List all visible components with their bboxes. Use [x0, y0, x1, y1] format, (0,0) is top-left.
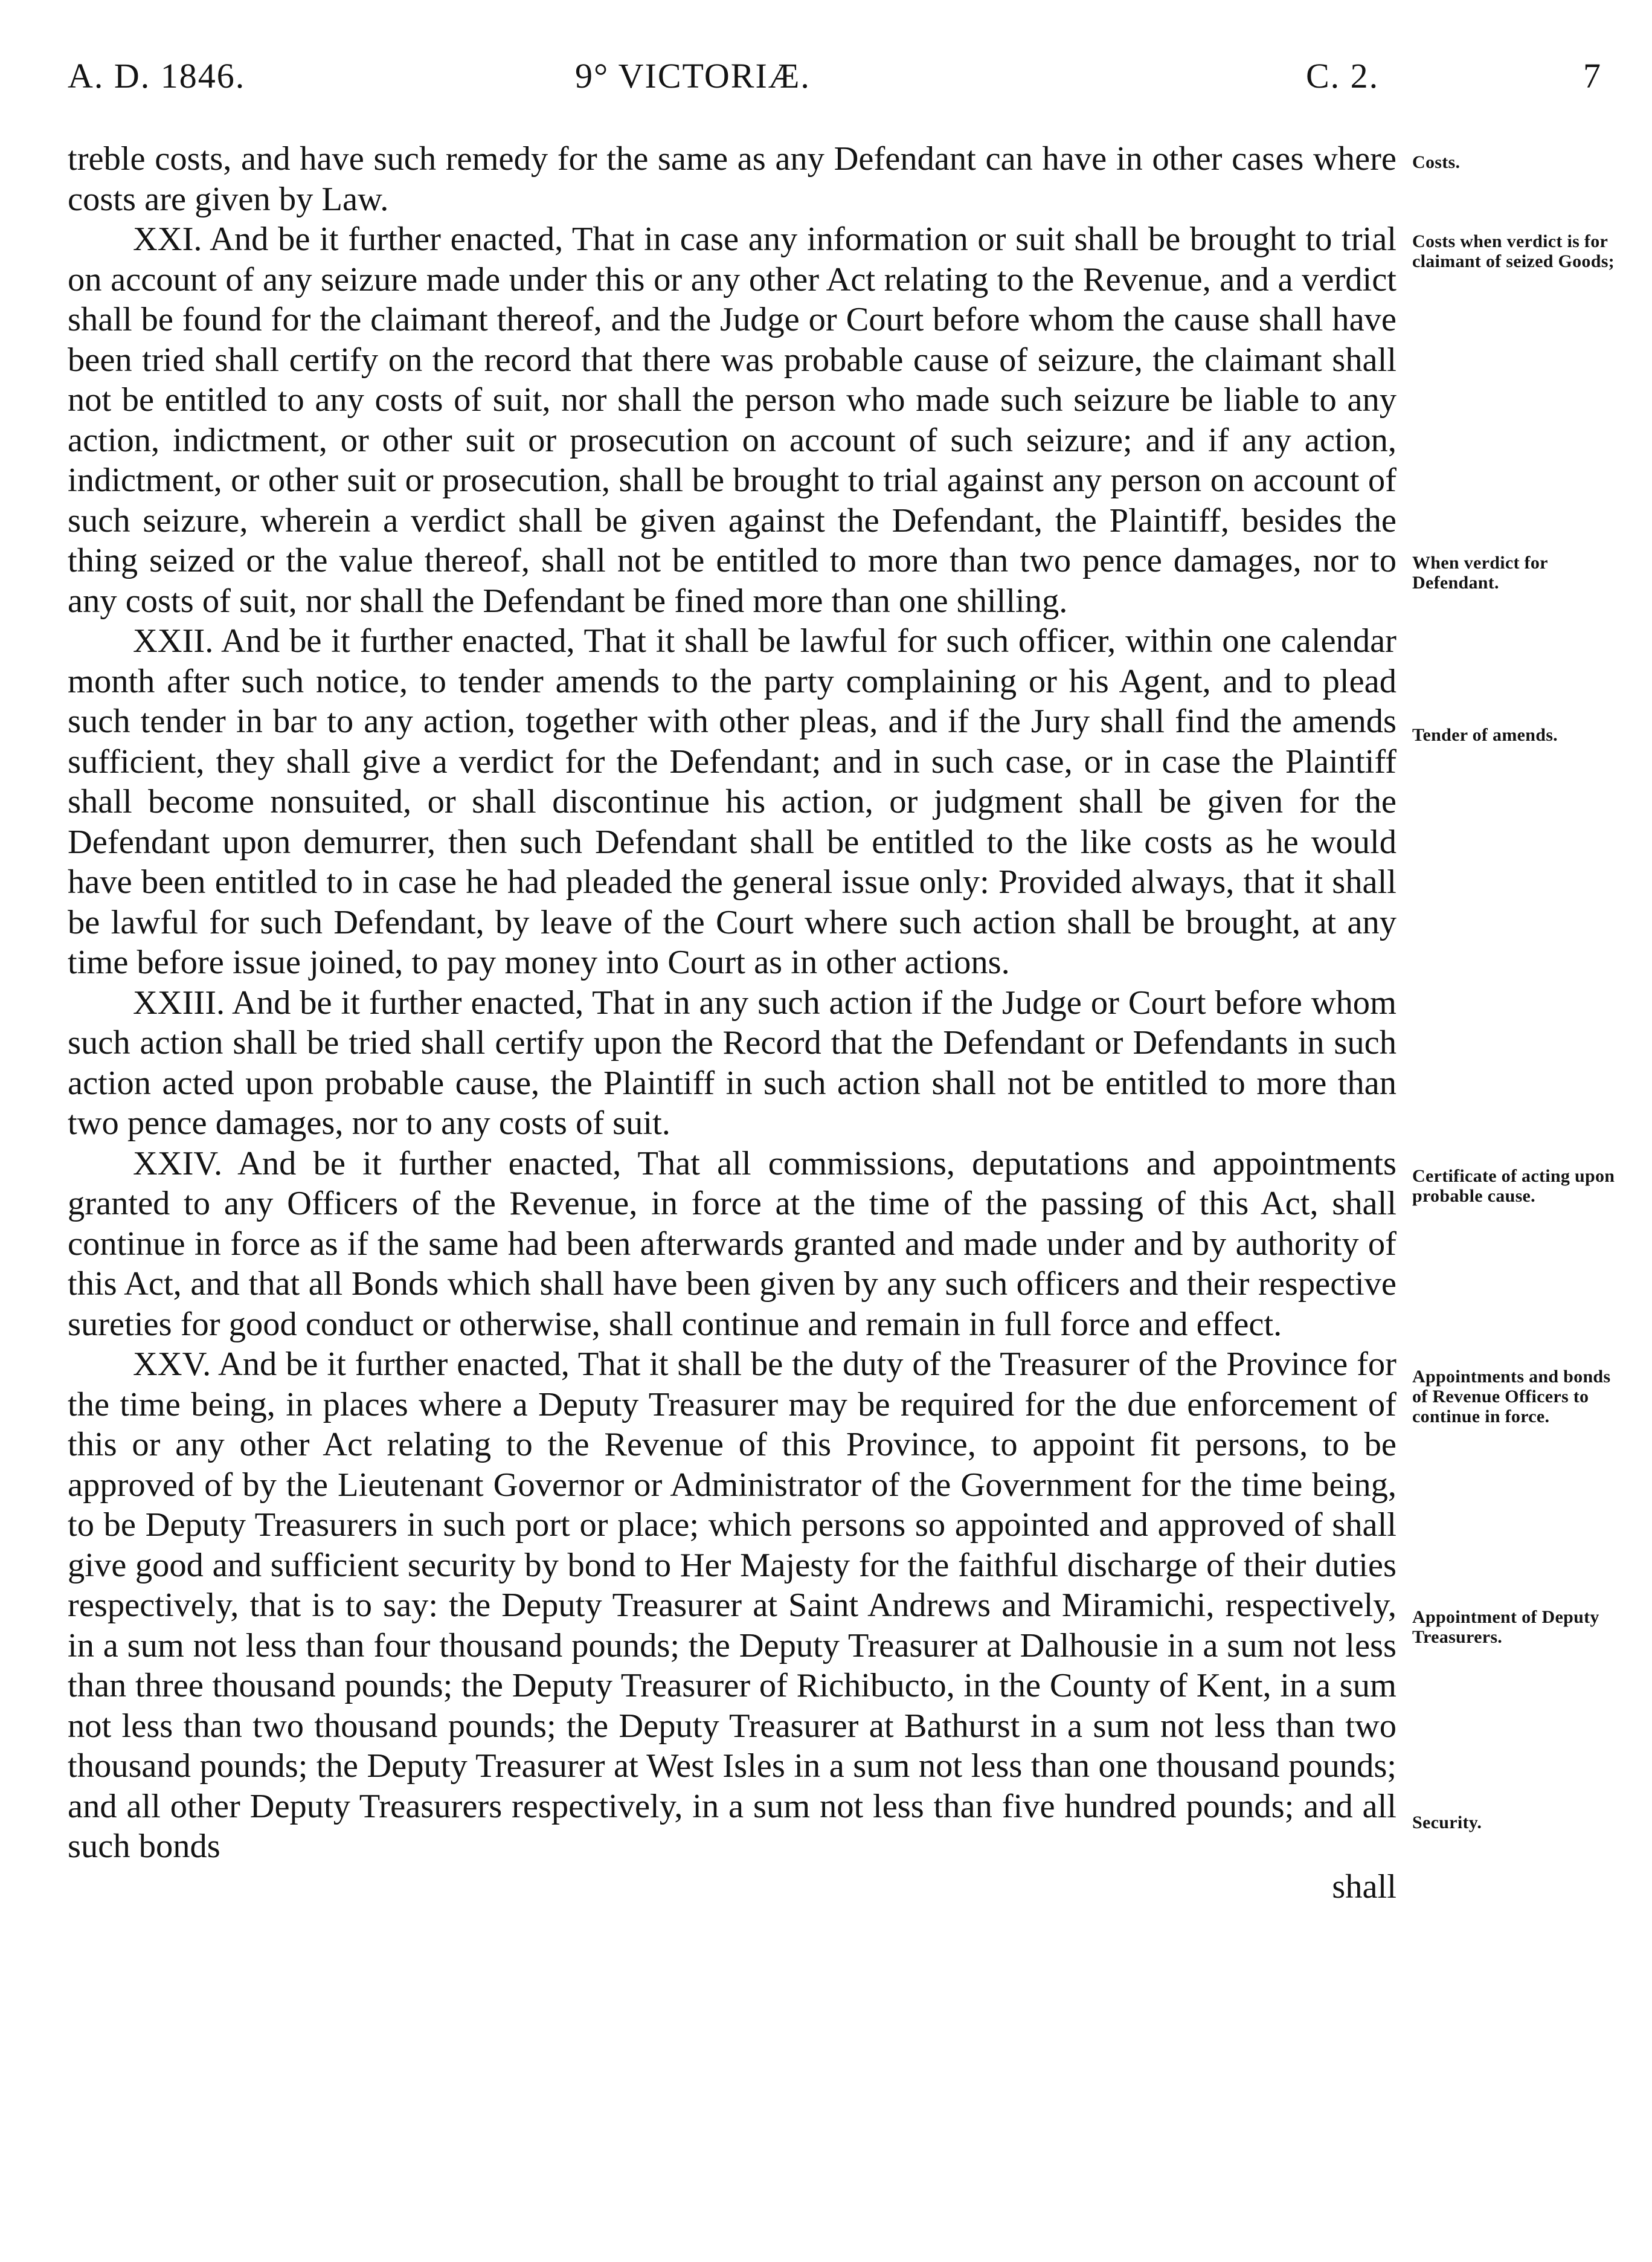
- section-xxi: XXI. And be it further enacted, That in case any information or suit shall be brought to trial on account of any seizure made under this or any other Act relating to the Revenue, and a verdict shall be found for the claimant thereof, and the Judge or Court before whom the cause shall have been tried shall certify on the record that there was probable cause of seizure, the claimant shall not be entitled to any costs of suit, nor shall the person who made such seizure be liable to any action, indictment, or other suit or prosecution on account of such seizure; and if any action, indictment, or other suit or prosecution, shall be brought to trial against any person on account of such seizure, wherein a verdict shall be given against the Defendant, the Plaintiff, besides the thing seized or the value thereof, shall not be entitled to more than two pence damages, nor to any costs of suit, nor shall the Defendant be fined more than one shilling.: [68, 221, 1396, 620]
- margin-note-tender-amends: Tender of amends.: [1412, 725, 1558, 745]
- section-xxii: XXII. And be it further enacted, That it shall be lawful for such officer, within one calendar month after such notice, to tender amends to the party complaining or his Agent, and to plead such tender in bar to any action, together with other pleas, and if the Jury shall find the amends sufficient, they shall give a verdict for the Defendant; and in such case, or in case the Plaintiff shall become nonsuited, or shall discontinue his action, or judgment shall be given for the Defendant upon demurrer, then such Defendant shall be entitled to the like costs as he would have been entitled to in case he had pleaded the general issue only: Provided always, that it shall be lawful for such Defendant, by leave of the Court where such action shall be brought, at any time before issue joined, to pay money into Court as in other actions.: [68, 622, 1396, 981]
- margin-note-verdict-defendant: When verdict for Defendant.: [1412, 553, 1548, 593]
- section-xxiii: XXIII. And be it further enacted, That in any such action if the Judge or Court before whom such action shall be tried shall certify upon the Record that the Defendant or Defendants in such action acted upon probable cause, the Plaintiff in such action shall not be entitled to more than two pence damages, nor to any costs of suit.: [68, 984, 1396, 1142]
- margin-note-costs-verdict-claimant: Costs when verdict is for claimant of seized Goods;: [1412, 231, 1615, 271]
- catchword: shall: [1332, 1867, 1396, 1906]
- margin-note-deputy-treasurers: Appointment of Deputy Treasurers.: [1412, 1607, 1599, 1647]
- margin-note-certificate: Certificate of acting upon probable cause.: [1412, 1166, 1615, 1206]
- margin-note-appointments-bonds: Appointments and bonds of Revenue Officers to continue in force.: [1412, 1367, 1611, 1426]
- statute-body: [68, 139, 1396, 1907]
- margin-note-costs: Costs.: [1412, 152, 1461, 172]
- paragraph-costs-continuation: treble costs, and have such remedy for the same as any Defendant can have in other cases where costs are given by Law.: [68, 140, 1396, 218]
- header-regnal-year: 9° VICTORIÆ.: [575, 56, 811, 95]
- header-chapter: C. 2.: [1306, 56, 1380, 95]
- section-xxv: XXV. And be it further enacted, That it shall be the duty of the Treasurer of the Province for the time being, in places where a Deputy Treasurer may be required for the due enforcement of this or any other Act relating to the Revenue of this Province, to appoint fit persons, to be approved of by the Lieutenant Governor or Administrator of the Government for the time being, to be Deputy Treasurers in such port or place; which persons so appointed and approved of shall give good and sufficient security by bond to Her Majesty for the faithful discharge of their duties respectively, that is to say: the Deputy Treasurer at Saint Andrews and Miramichi, respectively, in a sum not less than four thousand pounds; the Deputy Treasurer at Dalhousie in a sum not less than three thousand pounds; the Deputy Treasurer of Richibucto, in the County of Kent, in a sum not less than two thousand pounds; the Deputy Treasurer at Bathurst in a sum not less than two thousand pounds; the Deputy Treasurer at West Isles in a sum not less than one thousand pounds; and all other Deputy Treasurers respectively, in a sum not less than five hundred pounds; and all such bonds: [68, 1345, 1396, 1865]
- page-number: 7: [1583, 56, 1602, 95]
- section-xxiv: XXIV. And be it further enacted, That all commissions, deputations and appointments granted to any Officers of the Revenue, in force at the time of the passing of this Act, shall continue in force as if the same had been afterwards granted and made under and by authority of this Act, and that all Bonds which shall have been given by any such officers and their respective sureties for good conduct or otherwise, shall continue and remain in full force and effect.: [68, 1144, 1396, 1343]
- running-head: [68, 56, 1602, 104]
- header-year: A. D. 1846.: [68, 56, 246, 95]
- margin-note-security: Security.: [1412, 1812, 1482, 1832]
